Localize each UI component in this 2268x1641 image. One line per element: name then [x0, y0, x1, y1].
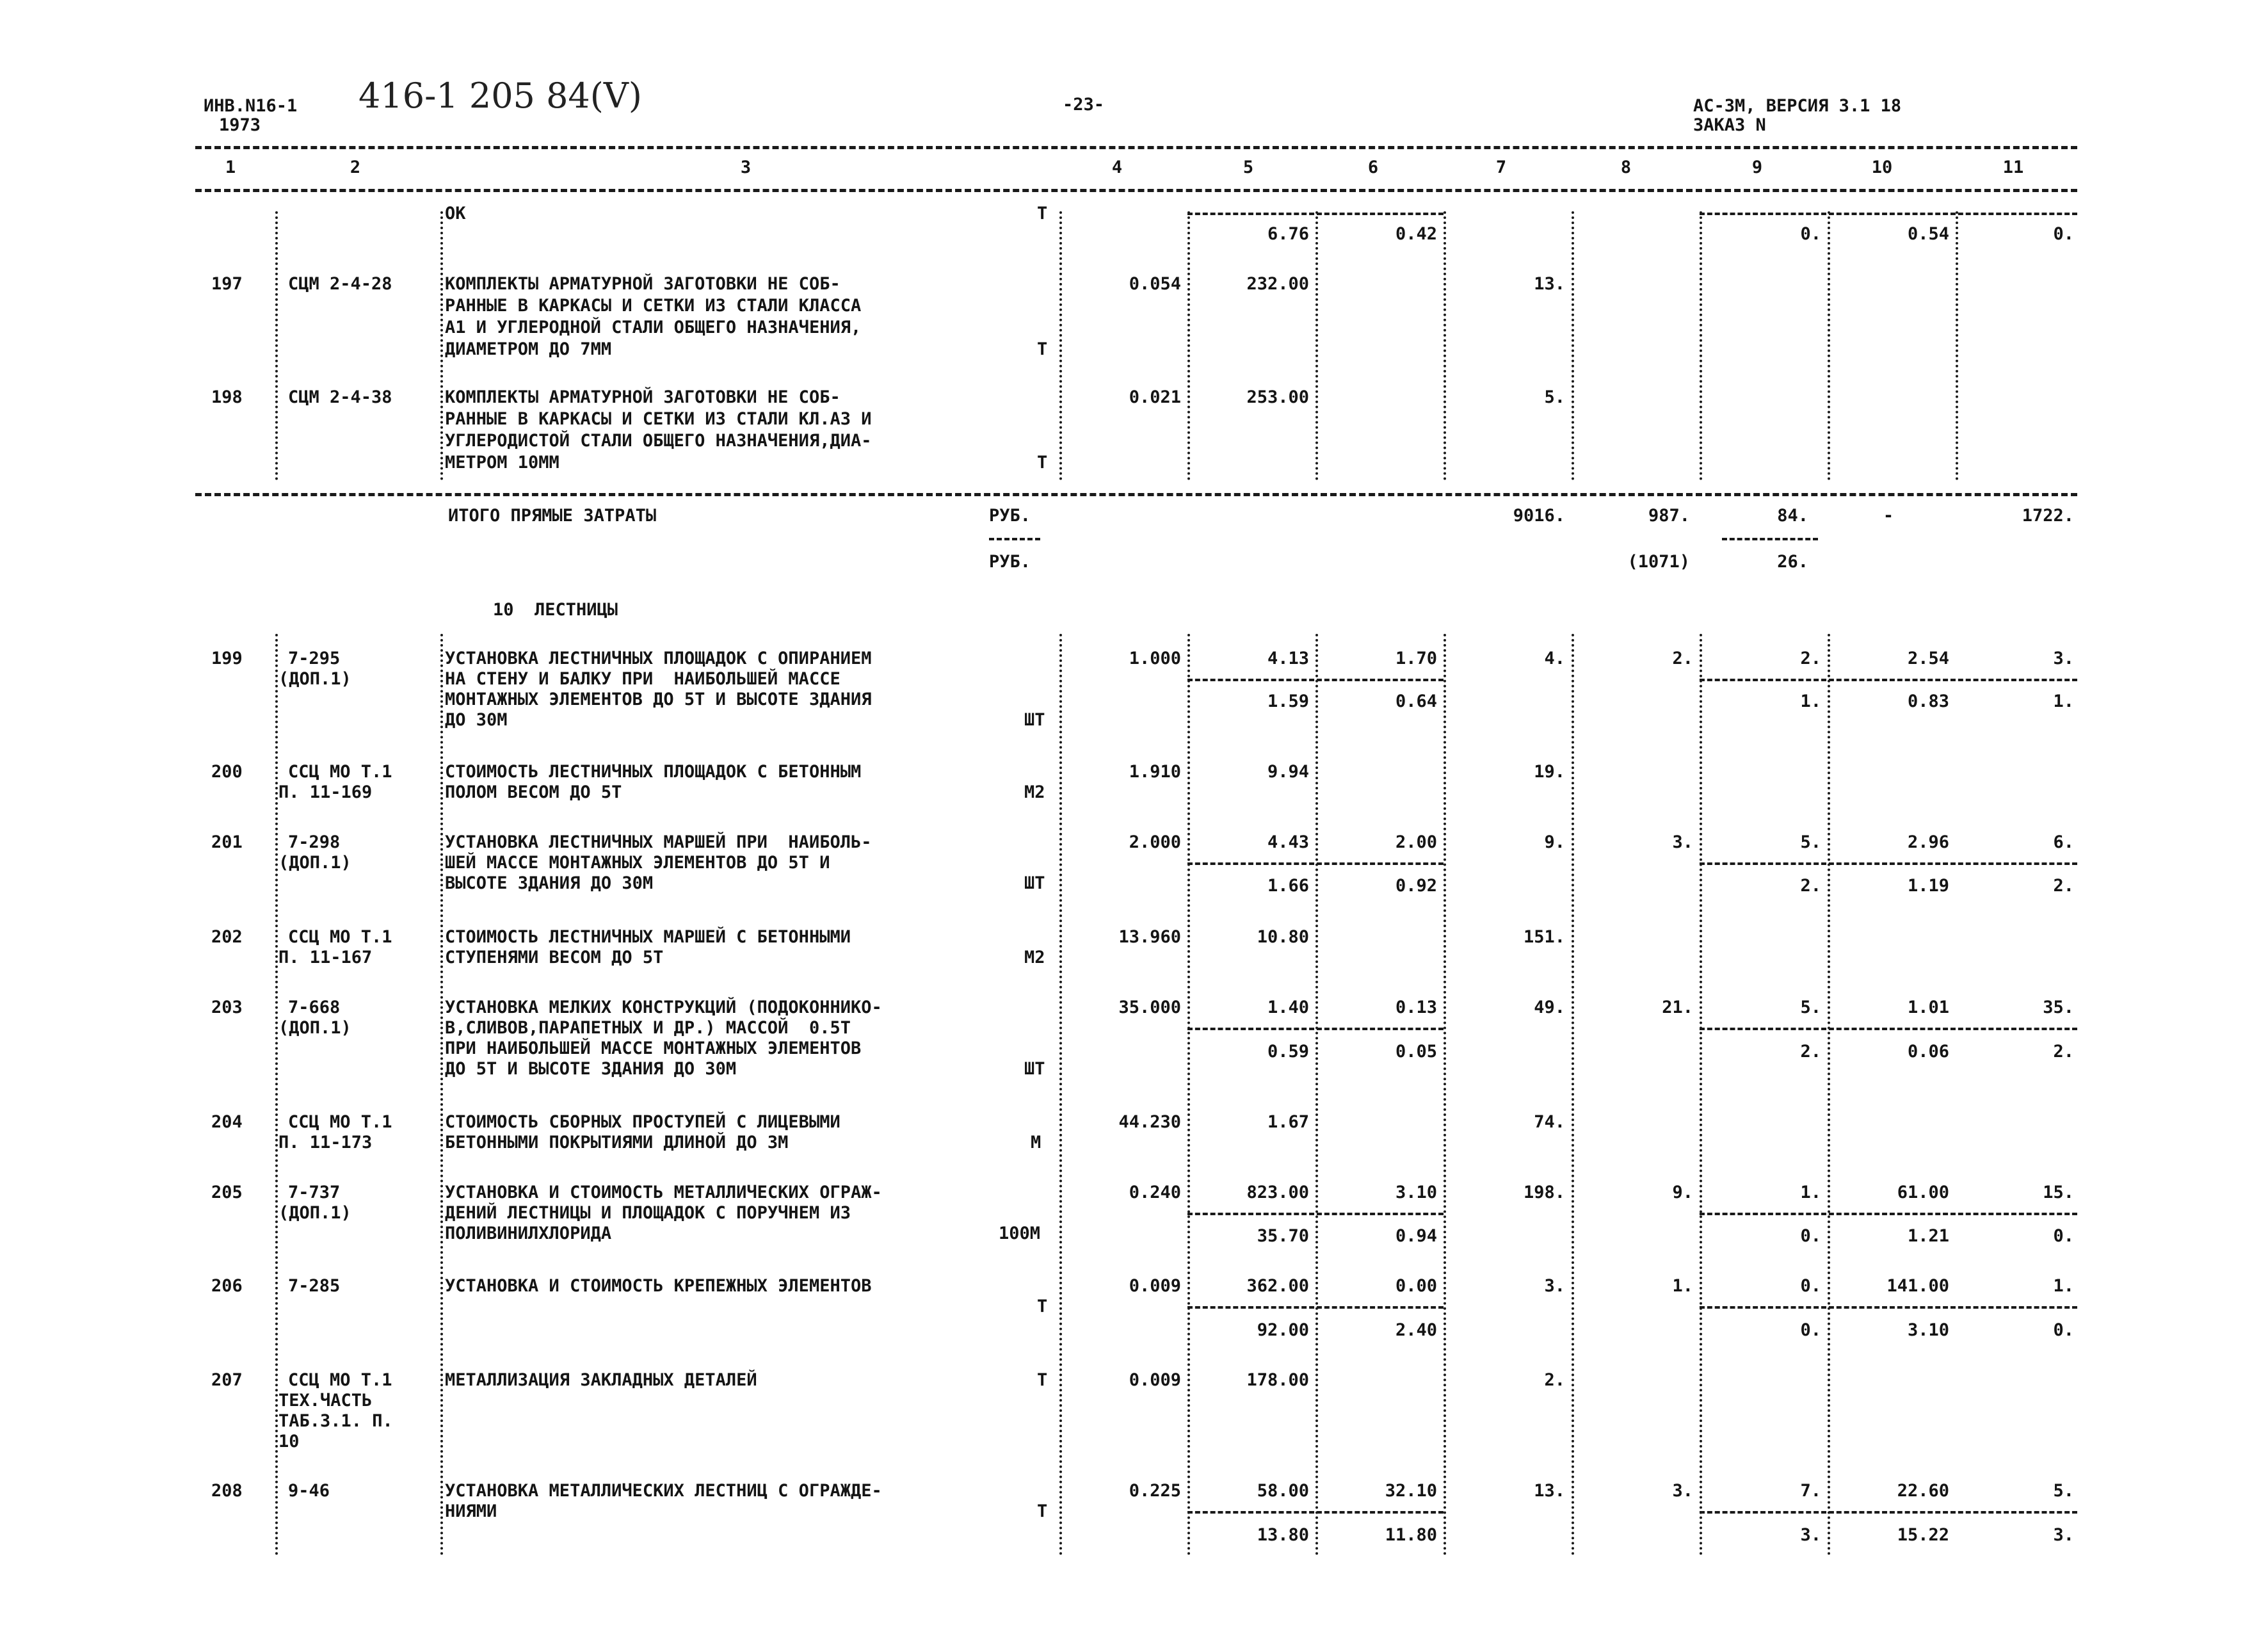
row-206-c9b: 0.: [1800, 1320, 1821, 1340]
sep-line: [1444, 634, 1446, 1556]
row-200-code-2: П. 11-169: [278, 782, 373, 802]
col-header-7: 7: [1495, 158, 1507, 177]
row-201-code-1: 7-298: [288, 832, 341, 852]
row-205-c6: 3.10: [1395, 1183, 1437, 1202]
row-206-c6: 0.00: [1395, 1276, 1437, 1296]
col-header-6: 6: [1367, 158, 1379, 177]
row-208-code-1: 9-46: [288, 1481, 330, 1501]
row-201-desc-3: ВЫСОТЕ ЗДАНИЯ ДО 30М: [445, 873, 654, 893]
sep-line: [275, 211, 278, 480]
row-208-c9: 7.: [1800, 1481, 1821, 1501]
row-196-c9: 0.: [1800, 224, 1821, 244]
row-202-num: 202: [211, 927, 243, 947]
header-rule-bottom: [195, 189, 2077, 192]
row-203-c8: 21.: [1662, 998, 1693, 1017]
program-version: АС-3М, ВЕРСИЯ 3.1 18: [1693, 96, 1902, 116]
row-200-code-1: ССЦ МО Т.1: [288, 762, 392, 782]
total-c8: 987.: [1648, 506, 1690, 526]
row-204-code-1: ССЦ МО Т.1: [288, 1112, 392, 1132]
total-label: ИТОГО ПРЯМЫЕ ЗАТРАТЫ: [448, 506, 657, 526]
row-205-c8: 9.: [1672, 1183, 1693, 1202]
sep-line: [1059, 211, 1062, 480]
row-203-c5: 1.40: [1267, 998, 1309, 1017]
row-204-desc-1: СТОИМОСТЬ СБОРНЫХ ПРОСТУПЕЙ С ЛИЦЕВЫМИ: [445, 1112, 840, 1132]
row-206-c5: 362.00: [1246, 1276, 1309, 1296]
year: 1973: [219, 115, 261, 135]
row-203-c6: 0.13: [1395, 998, 1437, 1017]
row-197-desc-4: ДИАМЕТРОМ ДО 7ММ: [445, 339, 612, 359]
sub-rule: [1700, 1511, 2077, 1514]
row-199-num: 199: [211, 649, 243, 668]
row-200-c5: 9.94: [1267, 762, 1309, 782]
row-200-unit: М2: [1024, 782, 1045, 802]
row-199-code-2: (ДОП.1): [278, 669, 351, 689]
row-197-unit: Т: [1037, 339, 1048, 359]
row-205-num: 205: [211, 1183, 243, 1202]
row-199-c5b: 1.59: [1267, 691, 1309, 711]
col-header-5: 5: [1243, 158, 1254, 177]
sep-line: [1187, 211, 1190, 480]
row-198-code: СЦМ 2-4-38: [288, 387, 392, 407]
row-198-c4: 0.021: [1129, 387, 1181, 407]
sub-rule: [1700, 1028, 2077, 1030]
row-208-c7: 13.: [1534, 1481, 1565, 1501]
col-header-4: 4: [1111, 158, 1123, 177]
row-203-c9: 5.: [1800, 998, 1821, 1017]
sep-line: [440, 634, 443, 1556]
row-207-desc-1: МЕТАЛЛИЗАЦИЯ ЗАКЛАДНЫХ ДЕТАЛЕЙ: [445, 1370, 757, 1390]
row-201-c11b: 2.: [2053, 876, 2074, 896]
row-207-code-4: 10: [278, 1432, 300, 1451]
row-206-c10: 141.00: [1886, 1276, 1949, 1296]
col-header-2: 2: [350, 158, 361, 177]
row-203-desc-2: В,СЛИВОВ,ПАРАПЕТНЫХ И ДР.) МАССОЙ 0.5Т: [445, 1018, 851, 1038]
row-196-c6: 0.42: [1395, 224, 1437, 244]
row-208-desc-2: НИЯМИ: [445, 1501, 497, 1521]
row-205-desc-2: ДЕНИЙ ЛЕСТНИЦЫ И ПЛОЩАДОК С ПОРУЧНЕМ ИЗ: [445, 1203, 851, 1223]
row-205-c10b: 1.21: [1907, 1226, 1949, 1246]
row-204-c4: 44.230: [1118, 1112, 1181, 1132]
row-207-c4: 0.009: [1129, 1370, 1181, 1390]
handwritten-series: 416-1 205 84(V): [358, 76, 642, 116]
sep-line: [440, 211, 443, 480]
sep-line: [1315, 634, 1318, 1556]
row-196-c10: 0.54: [1907, 224, 1949, 244]
row-199-desc-4: ДО 30М: [445, 710, 508, 730]
row-205-desc-1: УСТАНОВКА И СТОИМОСТЬ МЕТАЛЛИЧЕСКИХ ОГРАЖ-: [445, 1183, 882, 1202]
row-204-desc-2: БЕТОННЫМИ ПОКРЫТИЯМИ ДЛИНОЙ ДО 3М: [445, 1133, 789, 1152]
row-203-c9b: 2.: [1800, 1042, 1821, 1062]
sub-rule: [1187, 1306, 1444, 1309]
row-199-c9: 2.: [1800, 649, 1821, 668]
sub-rule: [1187, 1028, 1444, 1030]
row-208-c11b: 3.: [2053, 1525, 2074, 1545]
row-205-c9b: 0.: [1800, 1226, 1821, 1246]
row-203-c11: 35.: [2043, 998, 2074, 1017]
row-208-c4: 0.225: [1129, 1481, 1181, 1501]
row-198-c7: 5.: [1544, 387, 1565, 407]
row-199-unit: ШТ: [1024, 710, 1045, 730]
row-199-code-1: 7-295: [288, 649, 341, 668]
total-unit-2: РУБ.: [989, 552, 1031, 572]
col-header-8: 8: [1620, 158, 1632, 177]
sep-line: [1444, 211, 1446, 480]
sep-line: [1315, 211, 1318, 480]
row-199-c6b: 0.64: [1395, 691, 1437, 711]
sep-line: [1187, 634, 1190, 1556]
row-197-desc-3: А1 И УГЛЕРОДНОЙ СТАЛИ ОБЩЕГО НАЗНАЧЕНИЯ,: [445, 318, 862, 337]
row-196-unit: Т: [1037, 204, 1048, 223]
sep-line: [1828, 634, 1830, 1556]
subtotal-rule: [195, 493, 2077, 496]
row-203-c4: 35.000: [1118, 998, 1181, 1017]
row-206-code-1: 7-285: [288, 1276, 341, 1296]
col-header-9: 9: [1751, 158, 1763, 177]
row-205-c7: 198.: [1523, 1183, 1565, 1202]
row-196-c11: 0.: [2053, 224, 2074, 244]
row-205-c5: 823.00: [1246, 1183, 1309, 1202]
row-205-c6b: 0.94: [1395, 1226, 1437, 1246]
row-203-unit: ШТ: [1024, 1059, 1045, 1079]
row-199-c10b: 0.83: [1907, 691, 1949, 711]
row-203-code-2: (ДОП.1): [278, 1018, 351, 1038]
row-206-num: 206: [211, 1276, 243, 1296]
row-203-c5b: 0.59: [1267, 1042, 1309, 1062]
row-203-desc-3: ПРИ НАИБОЛЬШЕЙ МАССЕ МОНТАЖНЫХ ЭЛЕМЕНТОВ: [445, 1039, 862, 1058]
row-206-c7: 3.: [1544, 1276, 1565, 1296]
sep-line: [275, 634, 278, 1556]
row-199-desc-1: УСТАНОВКА ЛЕСТНИЧНЫХ ПЛОЩАДОК С ОПИРАНИЕМ: [445, 649, 872, 668]
row-202-c7: 151.: [1523, 927, 1565, 947]
sep-line: [1700, 211, 1702, 480]
row-203-c7: 49.: [1534, 998, 1565, 1017]
sub-rule: [1700, 213, 2077, 215]
sub-rule: [1187, 679, 1444, 681]
sub-rule: [1187, 862, 1444, 865]
row-202-desc-2: СТУПЕНЯМИ ВЕСОМ ДО 5Т: [445, 948, 664, 967]
row-202-desc-1: СТОИМОСТЬ ЛЕСТНИЧНЫХ МАРШЕЙ С БЕТОННЫМИ: [445, 927, 851, 947]
row-197-c4: 0.054: [1129, 274, 1181, 294]
row-197-desc-1: КОМПЛЕКТЫ АРМАТУРНОЙ ЗАГОТОВКИ НЕ СОБ-: [445, 274, 840, 294]
row-201-c5b: 1.66: [1267, 876, 1309, 896]
row-200-desc-1: СТОИМОСТЬ ЛЕСТНИЧНЫХ ПЛОЩАДОК С БЕТОННЫМ: [445, 762, 862, 782]
sep-line: [1059, 634, 1062, 1556]
total-c9-alt: 26.: [1777, 552, 1808, 572]
row-201-unit: ШТ: [1024, 873, 1045, 893]
row-205-c5b: 35.70: [1257, 1226, 1309, 1246]
total-c10: -: [1883, 506, 1894, 526]
total-c8-alt: (1071): [1627, 552, 1690, 572]
row-206-c4: 0.009: [1129, 1276, 1181, 1296]
row-208-c6b: 11.80: [1385, 1525, 1437, 1545]
row-208-c11: 5.: [2053, 1481, 2074, 1501]
row-205-c11b: 0.: [2053, 1226, 2074, 1246]
row-203-c6b: 0.05: [1395, 1042, 1437, 1062]
row-201-c10b: 1.19: [1907, 876, 1949, 896]
row-201-c8: 3.: [1672, 832, 1693, 852]
row-207-unit: Т: [1037, 1370, 1048, 1390]
row-202-code-2: П. 11-167: [278, 948, 373, 967]
row-199-c11: 3.: [2053, 649, 2074, 668]
row-204-unit: М: [1031, 1133, 1042, 1152]
row-206-c9: 0.: [1800, 1276, 1821, 1296]
sub-rule: [1722, 538, 1818, 540]
row-198-unit: Т: [1037, 453, 1048, 473]
row-206-c10b: 3.10: [1907, 1320, 1949, 1340]
row-208-c5b: 13.80: [1257, 1525, 1309, 1545]
row-206-c5b: 92.00: [1257, 1320, 1309, 1340]
row-204-c7: 74.: [1534, 1112, 1565, 1132]
row-206-c11: 1.: [2053, 1276, 2074, 1296]
row-203-code-1: 7-668: [288, 998, 341, 1017]
row-198-desc-4: МЕТРОМ 10ММ: [445, 453, 559, 473]
row-206-c11b: 0.: [2053, 1320, 2074, 1340]
sub-rule: [1700, 679, 2077, 681]
row-201-c6: 2.00: [1395, 832, 1437, 852]
row-203-c10: 1.01: [1907, 998, 1949, 1017]
row-205-unit: 100М: [999, 1224, 1041, 1243]
row-196-c5: 6.76: [1267, 224, 1309, 244]
row-203-c11b: 2.: [2053, 1042, 2074, 1062]
row-207-c7: 2.: [1544, 1370, 1565, 1390]
row-206-c6b: 2.40: [1395, 1320, 1437, 1340]
row-201-c5: 4.43: [1267, 832, 1309, 852]
row-201-num: 201: [211, 832, 243, 852]
total-c7: 9016.: [1513, 506, 1565, 526]
row-203-desc-1: УСТАНОВКА МЕЛКИХ КОНСТРУКЦИЙ (ПОДОКОННИКО-: [445, 998, 882, 1017]
row-208-num: 208: [211, 1481, 243, 1501]
row-199-c10: 2.54: [1907, 649, 1949, 668]
row-199-c5: 4.13: [1267, 649, 1309, 668]
row-199-desc-3: МОНТАЖНЫХ ЭЛЕМЕНТОВ ДО 5Т И ВЫСОТЕ ЗДАНИЯ: [445, 690, 872, 709]
row-206-desc-1: УСТАНОВКА И СТОИМОСТЬ КРЕПЕЖНЫХ ЭЛЕМЕНТОВ: [445, 1276, 872, 1296]
row-201-code-2: (ДОП.1): [278, 853, 351, 873]
row-205-code-1: 7-737: [288, 1183, 341, 1202]
row-208-c10b: 15.22: [1897, 1525, 1949, 1545]
total-c11: 1722.: [2022, 506, 2074, 526]
row-201-c9: 5.: [1800, 832, 1821, 852]
row-199-c11b: 1.: [2053, 691, 2074, 711]
row-199-c4: 1.000: [1129, 649, 1181, 668]
total-c9: 84.: [1777, 506, 1808, 526]
row-202-unit: М2: [1024, 948, 1045, 967]
row-208-c6: 32.10: [1385, 1481, 1437, 1501]
row-201-c6b: 0.92: [1395, 876, 1437, 896]
row-202-code-1: ССЦ МО Т.1: [288, 927, 392, 947]
sep-line: [1572, 211, 1574, 480]
row-197-desc-2: РАННЫЕ В КАРКАСЫ И СЕТКИ ИЗ СТАЛИ КЛАССА: [445, 296, 862, 316]
inventory-code: ИНВ.N16-1: [204, 96, 298, 116]
row-200-num: 200: [211, 762, 243, 782]
row-199-desc-2: НА СТЕНУ И БАЛКУ ПРИ НАИБОЛЬШЕЙ МАССЕ: [445, 669, 840, 689]
row-200-c4: 1.910: [1129, 762, 1181, 782]
col-header-3: 3: [740, 158, 752, 177]
row-204-c5: 1.67: [1267, 1112, 1309, 1132]
row-201-desc-2: ШЕЙ МАССЕ МОНТАЖНЫХ ЭЛЕМЕНТОВ ДО 5Т И: [445, 853, 830, 873]
row-208-c8: 3.: [1672, 1481, 1693, 1501]
row-208-desc-1: УСТАНОВКА МЕТАЛЛИЧЕСКИХ ЛЕСТНИЦ С ОГРАЖДЕ-: [445, 1481, 882, 1501]
sep-line: [1572, 634, 1574, 1556]
row-198-desc-1: КОМПЛЕКТЫ АРМАТУРНОЙ ЗАГОТОВКИ НЕ СОБ-: [445, 387, 840, 407]
row-202-c5: 10.80: [1257, 927, 1309, 947]
row-198-num: 198: [211, 387, 243, 407]
row-203-num: 203: [211, 998, 243, 1017]
row-206-unit: Т: [1037, 1297, 1048, 1316]
sub-rule: [1700, 1213, 2077, 1215]
row-208-c10: 22.60: [1897, 1481, 1949, 1501]
page-number: -23-: [1063, 95, 1105, 115]
row-202-c4: 13.960: [1118, 927, 1181, 947]
row-196-text: ОК: [445, 204, 466, 223]
row-197-num: 197: [211, 274, 243, 294]
row-207-code-2: ТЕХ.ЧАСТЬ: [278, 1391, 373, 1411]
row-207-c5: 178.00: [1246, 1370, 1309, 1390]
row-201-c4: 2.000: [1129, 832, 1181, 852]
row-198-desc-3: УГЛЕРОДИСТОЙ СТАЛИ ОБЩЕГО НАЗНАЧЕНИЯ,ДИА-: [445, 431, 872, 451]
row-198-desc-2: РАННЫЕ В КАРКАСЫ И СЕТКИ ИЗ СТАЛИ КЛ.А3 И: [445, 409, 872, 429]
row-199-c6: 1.70: [1395, 649, 1437, 668]
row-200-c7: 19.: [1534, 762, 1565, 782]
sep-line: [1700, 634, 1702, 1556]
row-205-c11: 15.: [2043, 1183, 2074, 1202]
row-206-c8: 1.: [1672, 1276, 1693, 1296]
row-197-code: СЦМ 2-4-28: [288, 274, 392, 294]
row-201-c11: 6.: [2053, 832, 2074, 852]
col-header-10: 10: [1871, 158, 1893, 177]
row-207-code-1: ССЦ МО Т.1: [288, 1370, 392, 1390]
row-201-desc-1: УСТАНОВКА ЛЕСТНИЧНЫХ МАРШЕЙ ПРИ НАИБОЛЬ-: [445, 832, 872, 852]
row-201-c7: 9.: [1544, 832, 1565, 852]
row-201-c10: 2.96: [1907, 832, 1949, 852]
section-title: 10 ЛЕСТНИЦЫ: [493, 600, 618, 620]
col-header-1: 1: [225, 158, 236, 177]
sep-line: [1956, 211, 1958, 480]
row-197-c7: 13.: [1534, 274, 1565, 294]
row-205-code-2: (ДОП.1): [278, 1203, 351, 1223]
row-208-c9b: 3.: [1800, 1525, 1821, 1545]
sub-rule: [1187, 213, 1444, 215]
row-200-desc-2: ПОЛОМ ВЕСОМ ДО 5Т: [445, 782, 622, 802]
sep-line: [1828, 211, 1830, 480]
row-199-c7: 4.: [1544, 649, 1565, 668]
row-204-num: 204: [211, 1112, 243, 1132]
row-203-desc-4: ДО 5Т И ВЫСОТЕ ЗДАНИЯ ДО 30М: [445, 1059, 737, 1079]
total-unit-1: РУБ.: [989, 506, 1031, 526]
row-203-c10b: 0.06: [1907, 1042, 1949, 1062]
row-208-c5: 58.00: [1257, 1481, 1309, 1501]
row-205-desc-3: ПОЛИВИНИЛХЛОРИДА: [445, 1224, 612, 1243]
row-204-code-2: П. 11-173: [278, 1133, 373, 1152]
header-rule-top: [195, 146, 2077, 149]
sub-rule: [1700, 862, 2077, 865]
row-198-c5: 253.00: [1246, 387, 1309, 407]
sub-rule: [1187, 1213, 1444, 1215]
row-208-unit: Т: [1037, 1501, 1048, 1521]
sub-rule: [1700, 1306, 2077, 1309]
row-197-c5: 232.00: [1246, 274, 1309, 294]
row-199-c9b: 1.: [1800, 691, 1821, 711]
row-207-code-3: ТАБ.3.1. П.: [278, 1411, 393, 1431]
row-205-c9: 1.: [1800, 1183, 1821, 1202]
row-199-c8: 2.: [1672, 649, 1693, 668]
sub-rule: [989, 538, 1040, 540]
sub-rule: [1187, 1511, 1444, 1514]
col-header-11: 11: [2002, 158, 2024, 177]
row-201-c9b: 2.: [1800, 876, 1821, 896]
row-205-c10: 61.00: [1897, 1183, 1949, 1202]
row-205-c4: 0.240: [1129, 1183, 1181, 1202]
row-207-num: 207: [211, 1370, 243, 1390]
order-number: ЗАКАЗ N: [1693, 115, 1766, 135]
